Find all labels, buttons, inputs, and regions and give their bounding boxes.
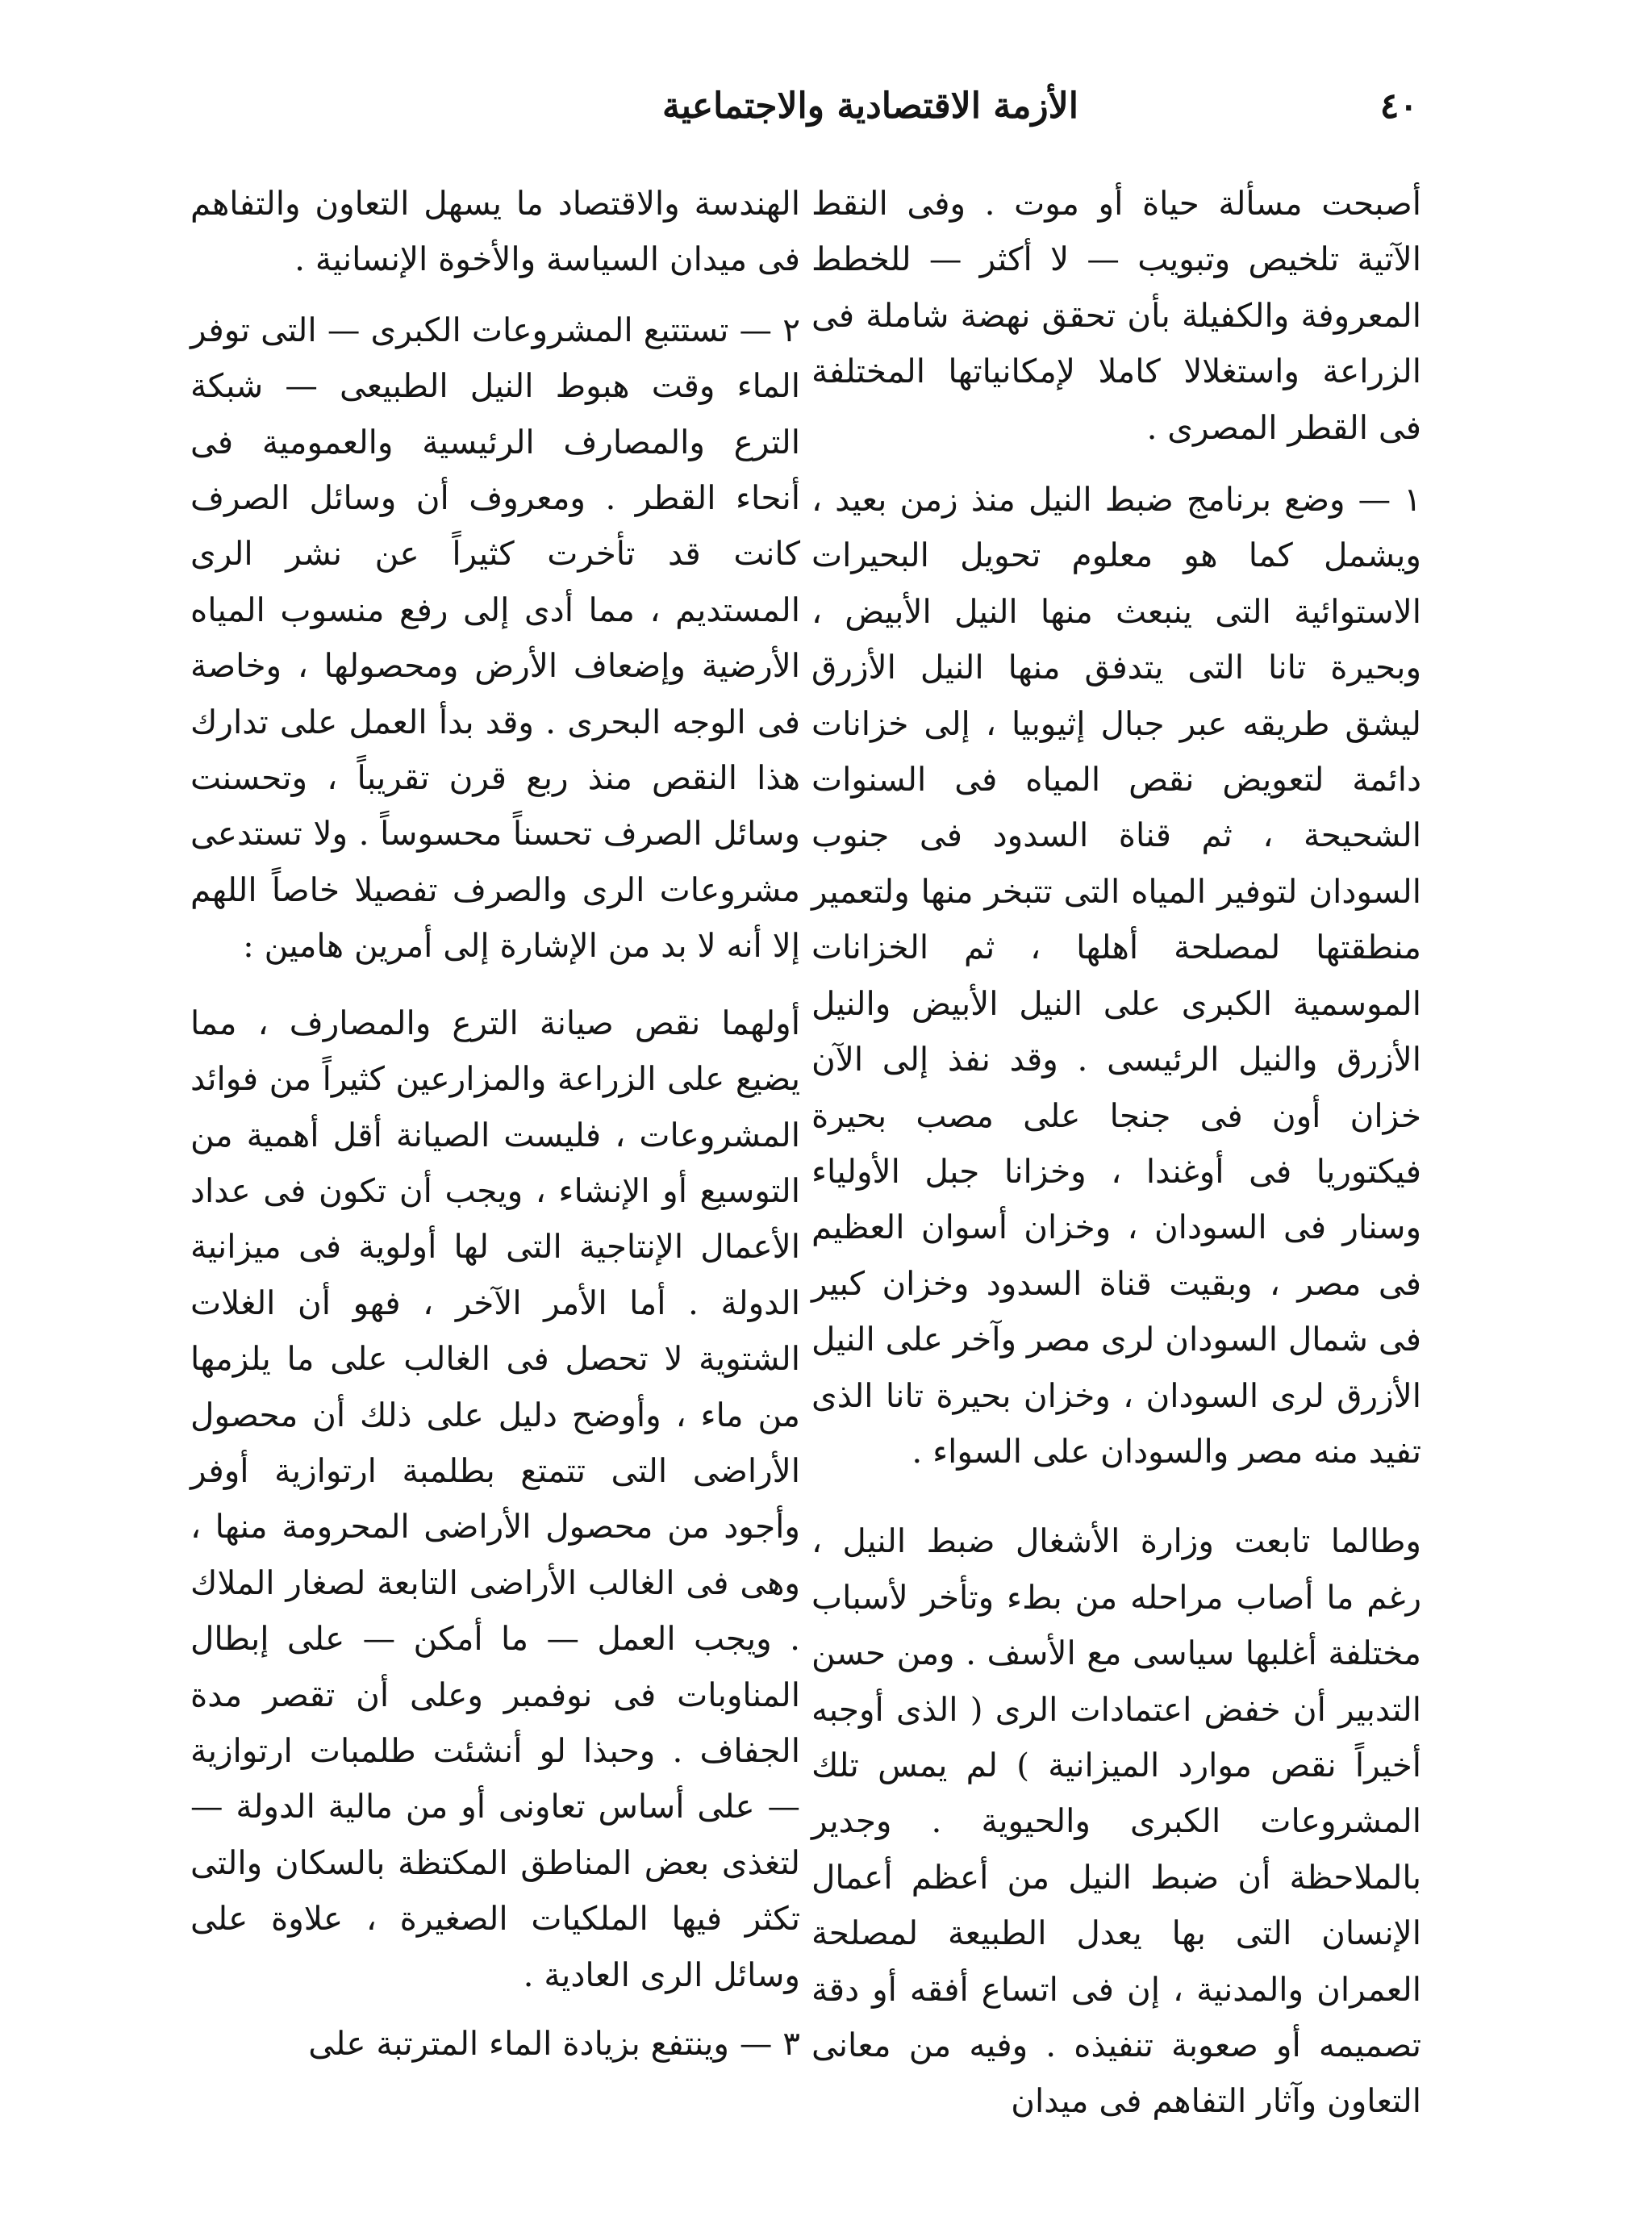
- page-number: ٤٠: [1379, 86, 1418, 127]
- paragraph: ٣ — وينتفع بزيادة الماء المترتبة على: [308, 2024, 800, 2063]
- paragraph: ١ — وضع برنامج ضبط النيل منذ زمن بعيد ، ويشمل كما هو معلوم تحويل البحيرات الاستوائية التى ينبعث منها النيل الأبيض ، وبحيرة تانا التى يتدفق منها النيل الأزرق ليشق طريقه عبر جبال إثيوبيا ، إلى خزانات دائمة لتعويض نقص المياه فى السنوات الشحيحة ، ثم قناة السدود فى جنوب السودان لتوفير المياه التى تتبخر منها ولتعمير منطقتها لمصلحة أهلها ، ثم الخزانات الموسمية الكبرى على النيل الأبيض والنيل الأزرق والنيل الرئيسى . وقد نفذ إلى الآن خزان أون فى جنجا على مصب بحيرة فيكتوريا فى أوغندا ، وخزانا جبل الأولياء وسنار فى السودان ، وخزان أسوان العظيم فى مصر ، وبقيت قناة السدود وخزان كبير فى شمال السودان لرى مصر وآخر على النيل الأزرق لرى السودان ، وخزان بحيرة تانا الذى تفيد منه مصر والسودان على السواء .: [811, 480, 1421, 1471]
- right-column: [811, 176, 1421, 2130]
- paragraph: أصبحت مسألة حياة أو موت . وفى النقط الآتية تلخيص وتبويب — لا أكثر — للخطط المعروفة والكفيلة بأن تحقق نهضة شاملة فى الزراعة واستغلالا كاملا لإمكانياتها المختلفة فى القطر المصرى .: [811, 184, 1421, 447]
- paragraph: أولهما نقص صيانة الترع والمصارف ، مما يضيع على الزراعة والمزارعين كثيراً من فوائد المشروعات ، فليست الصيانة أقل أهمية من التوسيع أو الإنشاء ، ويجب أن تكون فى عداد الأعمال الإنتاجية التى لها أولوية فى ميزانية الدولة . أما الأمر الآخر ، فهو أن الغلات الشتوية لا تحصل فى الغالب على ما يلزمها من ماء ، وأوضح دليل على ذلك أن محصول الأراضى التى تتمتع بطلمبة ارتوازية أوفر وأجود من محصول الأراضى المحرومة منها ، وهى فى الغالب الأراضى التابعة لصغار الملاك . ويجب العمل — ما أمكن — على إبطال المناوبات فى نوفمبر وعلى أن تقصر مدة الجفاف . وحبذا لو أنشئت طلمبات ارتوازية — على أساس تعاونى أو من مالية الدولة — لتغذى بعض المناطق المكتظة بالسكان والتى تكثر فيها الملكيات الصغيرة ، علاوة على وسائل الرى العادية .: [190, 1003, 800, 1994]
- left-column: [190, 176, 800, 2072]
- paragraph: ٢ — تستتبع المشروعات الكبرى — التى توفر الماء وقت هبوط النيل الطبيعى — شبكة الترع والمصارف الرئيسية والعمومية فى أنحاء القطر . ومعروف أن وسائل الصرف كانت قد تأخرت كثيراً عن نشر الرى المستديم ، مما أدى إلى رفع منسوب المياه الأرضية وإضعاف الأرض ومحصولها ، وخاصة فى الوجه البحرى . وقد بدأ العمل على تدارك هذا النقص منذ ربع قرن تقريباً ، وتحسنت وسائل الصرف تحسناً محسوساً . ولا تستدعى مشروعات الرى والصرف تفصيلا خاصاً اللهم إلا أنه لا بد من الإشارة إلى أمرين هامين :: [190, 310, 800, 966]
- paragraph: الهندسة والاقتصاد ما يسهل التعاون والتفاهم فى ميدان السياسة والأخوة الإنسانية .: [190, 184, 800, 279]
- running-title: الأزمة الاقتصادية والاجتماعية: [662, 86, 1078, 127]
- paragraph: وطالما تابعت وزارة الأشغال ضبط النيل ، رغم ما أصاب مراحله من بطء وتأخر لأسباب مختلفة أغلبها سياسى مع الأسف . ومن حسن التدبير أن خفض اعتمادات الرى ( الذى أوجبه أخيراً نقص موارد الميزانية ) لم يمس تلك المشروعات الكبرى والحيوية . وجدير بالملاحظة أن ضبط النيل من أعظم أعمال الإنسان التى بها يعدل الطبيعة لمصلحة العمران والمدنية ، إن فى اتساع أفقه أو دقة تصميمه أو صعوبة تنفيذه . وفيه من معانى التعاون وآثار التفاهم فى ميدان: [811, 1521, 1421, 2121]
- page-header: [190, 81, 1418, 137]
